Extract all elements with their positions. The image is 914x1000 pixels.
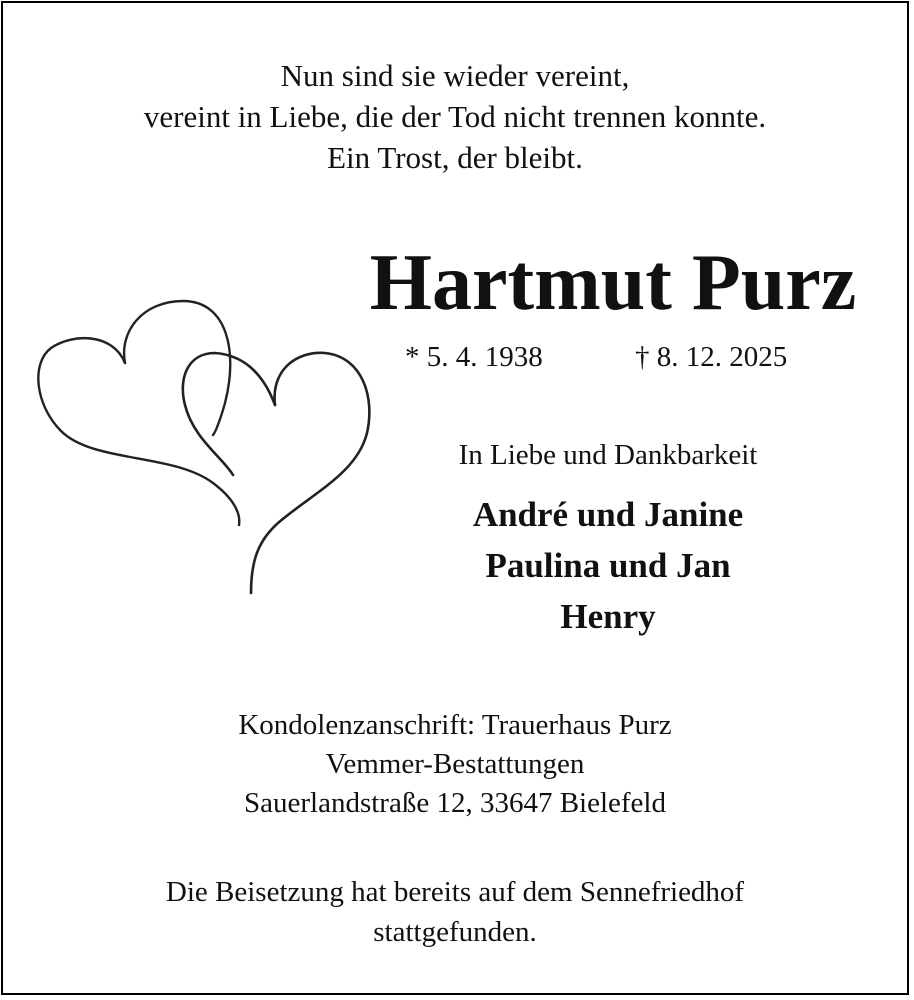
- mourner-name-2: Paulina und Jan: [485, 546, 731, 585]
- condolence-line-2: Vemmer-Bestattungen: [325, 748, 585, 780]
- condolence-line-1: Kondolenzanschrift: Trauerhaus Purz: [238, 709, 672, 741]
- two-hearts-icon: [33, 293, 393, 613]
- burial-line-1: Die Beisetzung hat bereits auf dem Sennefriedhof: [165, 876, 745, 908]
- condolence-line-3: Sauerlandstraße 12, 33647 Bielefeld: [244, 787, 666, 819]
- mourner-name-3: Henry: [560, 597, 656, 636]
- death-date: † 8. 12. 2025: [635, 341, 788, 373]
- intro-line-1: Nun sind sie wieder vereint,: [280, 58, 630, 93]
- birth-date: * 5. 4. 1938: [405, 341, 543, 373]
- burial-line-2: stattgefunden.: [373, 916, 537, 948]
- intro-line-2: vereint in Liebe, die der Tod nicht trennen konnte.: [143, 99, 767, 134]
- obituary-notice: [1, 1, 909, 995]
- mourners-intro: In Liebe und Dankbarkeit: [458, 439, 758, 471]
- deceased-name: Hartmut Purz: [369, 239, 857, 327]
- mourner-name-1: André und Janine: [472, 495, 744, 534]
- intro-line-3: Ein Trost, der bleibt.: [327, 140, 583, 175]
